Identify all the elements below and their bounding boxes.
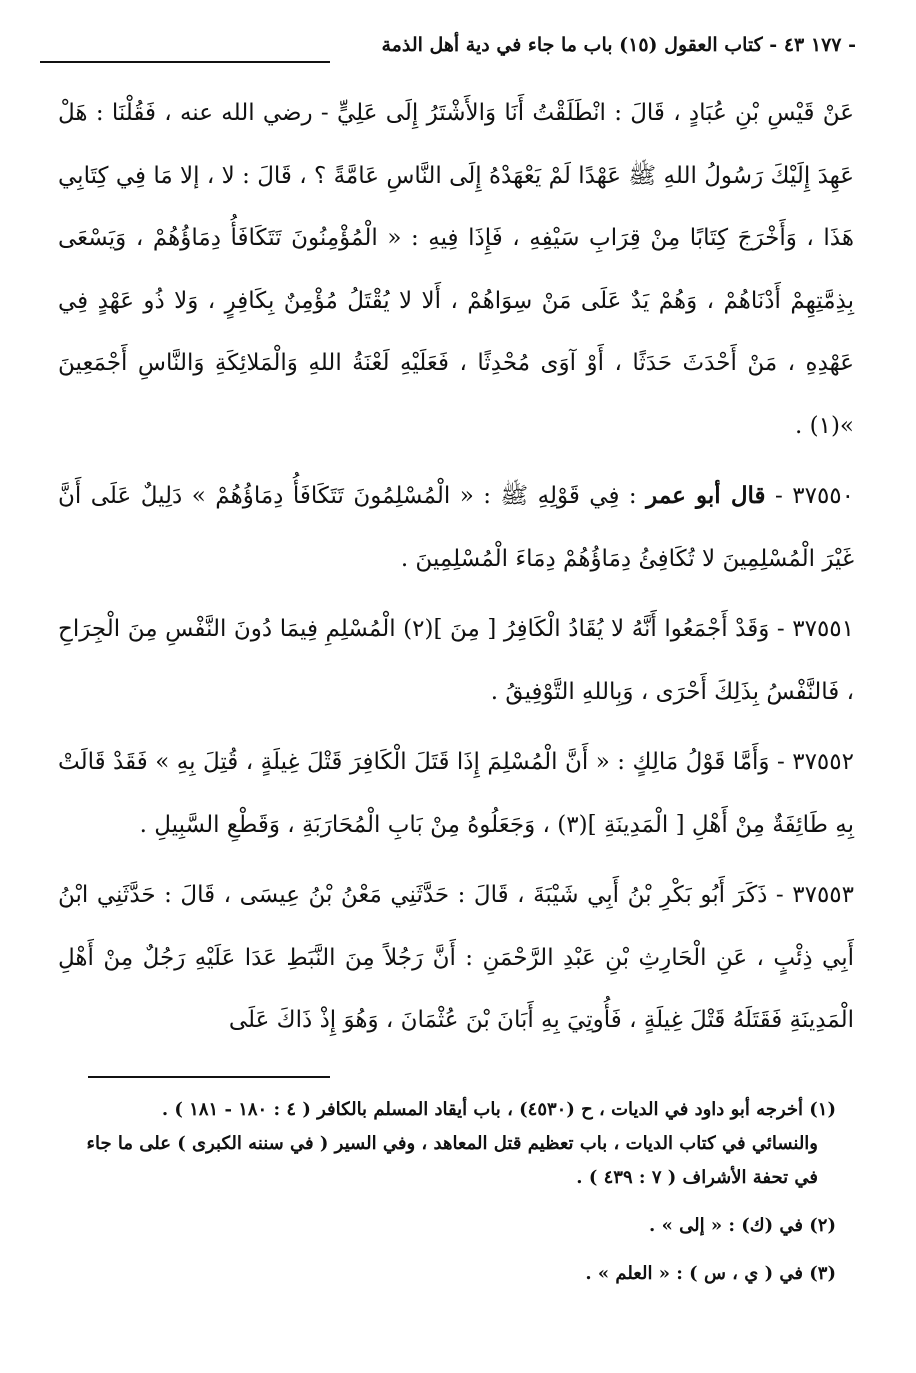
paragraph-text: عَنْ قَيْسِ بْنِ عُبَادٍ ، قَالَ : انْطَلَقْتُ أَنَا وَالأَشْتَرُ إِلَى عَلِيٍّ - رضي الله عنه ، فَقُلْنَا : هَلْ عَهِدَ إِلَيْكَ رَسُولُ اللهِ ﷺ عَهْدًا لَمْ يَعْهَدْهُ إِلَى النَّاسِ عَامَّةً ؟ ، قَالَ : لا ، إلا مَا فِي كِتَابِي هَذَا ، وَأَخْرَجَ كِتَابًا مِنْ قِرَابِ سَيْفِهِ ، فَإِذَا فِيهِ : « الْمُؤْمِنُونَ تَتَكَافَأُ دِمَاؤُهُمْ ، وَيَسْعَى بِذِمَّتِهِمْ أَدْنَاهُمْ ، وَهُمْ يَدٌ عَلَى مَنْ سِوَاهُمْ ، أَلا لا يُقْتَلُ مُؤْمِنٌ بِكَافِرٍ ، وَلا ذُو عَهْدٍ فِي عَهْدِهِ ، مَنْ أَحْدَثَ حَدَثًا ، أَوْ آوَى مُحْدِثًا ، فَعَلَيْهِ لَعْنَةُ اللهِ وَالْمَلائِكَةِ وَالنَّاسِ أَجْمَعِينَ »(١) .: [58, 100, 854, 439]
running-header: [40, 30, 856, 64]
footnotes: [76, 1093, 836, 1291]
paragraph-number: ٣٧٥٥٣: [792, 882, 855, 908]
paragraph-37553: ٣٧٥٥٣ - ذَكَرَ أَبُو بَكْرِ بْنُ أَبِي شَيْبَةَ ، قَالَ : حَدَّثَنِي مَعْنُ بْنُ عِيسَى ، قَالَ : حَدَّثَنِي ابْنُ أَبِي ذِئْبٍ ، عَنِ الْحَارِثِ بْنِ عَبْدِ الرَّحْمَنِ : أَنَّ رَجُلاً مِنَ النَّبَطِ عَدَا عَلَيْهِ رَجُلٌ مِنْ أَهْلِ الْمَدِينَةِ فَقَتَلَهُ قَتْلَ غِيلَةٍ ، فَأُوتِيَ بِهِ أَبَانَ بْنَ عُثْمَانَ ، وَهُوَ إِذْ ذَاكَ عَلَى: [58, 882, 855, 1033]
paragraph-lead: قال أبو عمر: [646, 482, 766, 509]
footnote-rule: [88, 1076, 330, 1078]
paragraph-number: ٣٧٥٥١: [792, 616, 855, 642]
footnote-3: (٣) في ( ي ، س ) : « العلم » .: [585, 1263, 836, 1284]
paragraph-37551: ٣٧٥٥١ - وَقَدْ أَجْمَعُوا أَنَّهُ لا يُقَادُ الْكَافِرُ [ مِنَ ](٢) الْمُسْلِمِ فِيمَا دُونَ النَّفْسِ مِنَ الْجِرَاحِ ، فَالنَّفْسُ بِذَلِكَ أَحْرَى ، وَبِاللهِ التَّوْفِيقُ .: [58, 616, 855, 705]
header-rule: [40, 61, 330, 63]
main-text: [58, 82, 854, 1052]
paragraph-text: وَأَمَّا قَوْلُ مَالِكٍ : « أَنَّ الْمُسْلِمَ إِذَا قَتَلَ الْكَافِرَ قَتْلَ غِيلَةٍ ، قُتِلَ بِهِ » فَقَدْ قَالَتْ بِهِ طَائِفَةٌ مِنْ أَهْلِ [ الْمَدِينَةِ ](٣) ، وَجَعَلُوهُ مِنْ بَابِ الْمُحَارَبَةِ ، وَقَطْعِ السَّبِيلِ .: [58, 749, 854, 838]
footnote-2: (٢) في (ك) : « إلى » .: [649, 1215, 836, 1236]
paragraph-text: ذَكَرَ أَبُو بَكْرِ بْنُ أَبِي شَيْبَةَ ، قَالَ : حَدَّثَنِي مَعْنُ بْنُ عِيسَى ، قَالَ : حَدَّثَنِي ابْنُ أَبِي ذِئْبٍ ، عَنِ الْحَارِثِ بْنِ عَبْدِ الرَّحْمَنِ : أَنَّ رَجُلاً مِنَ النَّبَطِ عَدَا عَلَيْهِ رَجُلٌ مِنْ أَهْلِ الْمَدِينَةِ فَقَتَلَهُ قَتْلَ غِيلَةٍ ، فَأُوتِيَ بِهِ أَبَانَ بْنَ عُثْمَانَ ، وَهُوَ إِذْ ذَاكَ عَلَى: [58, 882, 854, 1033]
paragraph-37550: ٣٧٥٥٠ - قال أبو عمر : فِي قَوْلِهِ ﷺ : « الْمُسْلِمُونَ تَتَكَافَأُ دِمَاؤُهُمْ » دَلِيلٌ عَلَى أَنَّ غَيْرَ الْمُسْلِمِينَ لا تُكَافِئُ دِمَاؤُهُمْ دِمَاءَ الْمُسْلِمِينَ .: [58, 482, 855, 572]
paragraph-number: ٣٧٥٥٠: [792, 483, 855, 509]
paragraph-text: : فِي قَوْلِهِ ﷺ : « الْمُسْلِمُونَ تَتَكَافَأُ دِمَاؤُهُمْ » دَلِيلٌ عَلَى أَنَّ غَيْرَ الْمُسْلِمِينَ لا تُكَافِئُ دِمَاؤُهُمْ دِمَاءَ الْمُسْلِمِينَ .: [58, 483, 854, 572]
paragraph-text: وَقَدْ أَجْمَعُوا أَنَّهُ لا يُقَادُ الْكَافِرُ [ مِنَ ](٢) الْمُسْلِمِ فِيمَا دُونَ النَّفْسِ مِنَ الْجِرَاحِ ، فَالنَّفْسُ بِذَلِكَ أَحْرَى ، وَبِاللهِ التَّوْفِيقُ .: [58, 616, 854, 705]
footnote-1: (١) أخرجه أبو داود في الديات ، ح (٤٥٣٠) ، باب أيقاد المسلم بالكافر ( ٤ : ١٨٠ - ١٨١ ) .: [161, 1099, 836, 1120]
paragraph-number: ٣٧٥٥٢: [792, 749, 854, 775]
paragraph-37552: ٣٧٥٥٢ - وَأَمَّا قَوْلُ مَالِكٍ : « أَنَّ الْمُسْلِمَ إِذَا قَتَلَ الْكَافِرَ قَتْلَ غِيلَةٍ ، قُتِلَ بِهِ » فَقَدْ قَالَتْ بِهِ طَائِفَةٌ مِنْ أَهْلِ [ الْمَدِينَةِ ](٣) ، وَجَعَلُوهُ مِنْ بَابِ الْمُحَارَبَةِ ، وَقَطْعِ السَّبِيلِ .: [58, 749, 854, 838]
paragraph-hadith: [58, 82, 854, 457]
header-title: - ١٧٧ ٤٣ - كتاب العقول (١٥) باب ما جاء في دية أهل الذمة: [381, 34, 856, 56]
footnote-1-continued: والنسائي في كتاب الديات ، باب تعظيم قتل المعاهد ، وفي السير ( في سننه الكبرى ) على ما جاء في تحفة الأشراف ( ٧ : ٤٣٩ ) .: [86, 1133, 818, 1188]
